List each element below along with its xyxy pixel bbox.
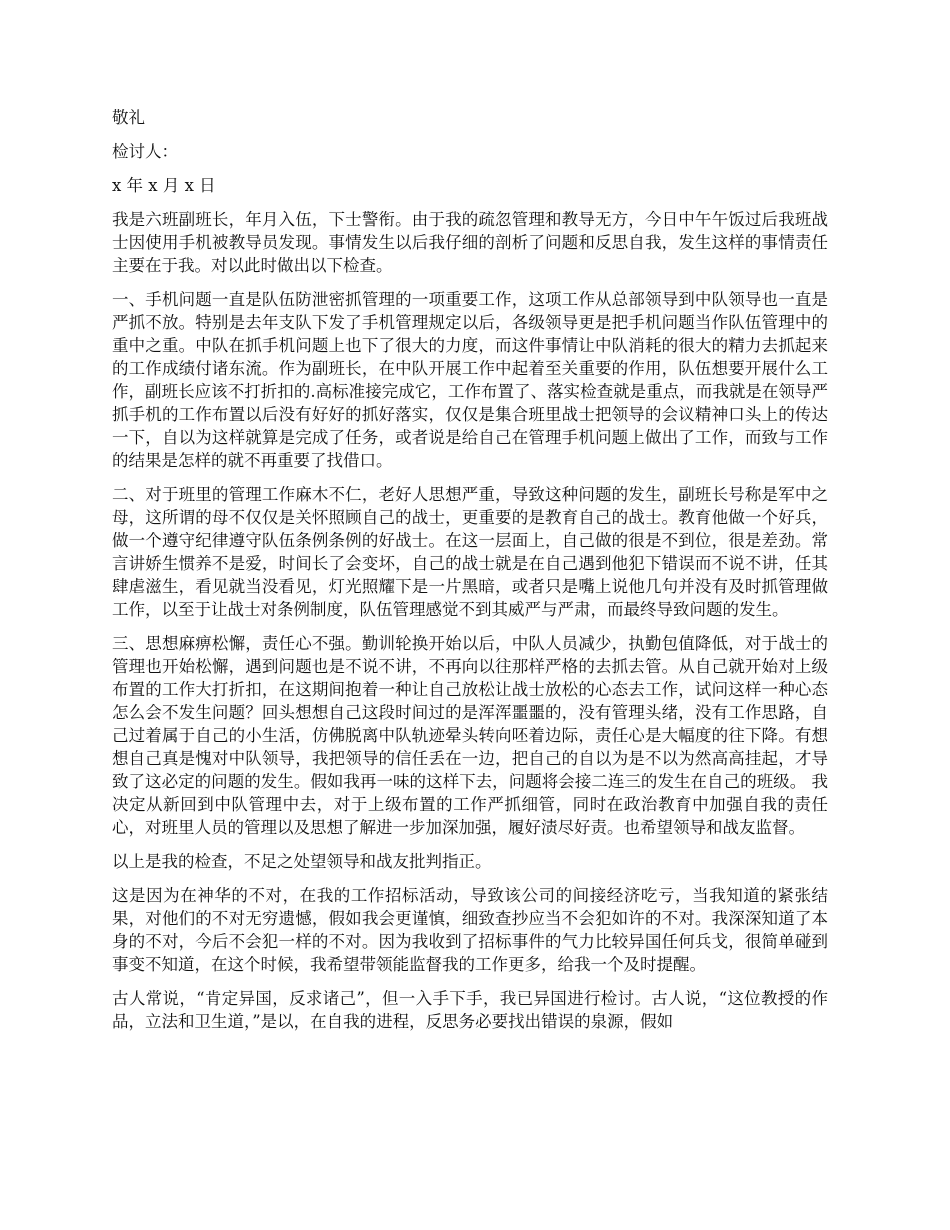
date-line: x 年 x 月 x 日	[112, 176, 216, 195]
signer-label: 检讨人：	[112, 142, 178, 161]
paragraph-conclusion: 以上是我的检查，不足之处望领导和战友批判指正。	[112, 852, 492, 871]
paragraph-point-3: 三、思想麻痹松懈，责任心不强。勤训轮换开始以后，中队人员减少，执勤包值降低，对于战士的管理也开始松懈，遇到问题也是不说不讲，不再向以往那样严格的去抓去管。从自己就开始对上级布置的工作大打折扣，在这期间抱着一种让自己放松让战士放松的心态去工作，试问这样一种心态怎么会不发生问题？回头想想自己这段时间过的是浑浑噩噩的，没有管理头绪，没有工作思路，自己过着属于自己的小生活，仿佛脱离中队轨迹晕头转向呸着边际，责任心是大幅度的往下降。有想想自己真是愧对中队领导，我把领导的信任丢在一边，把自己的自以为是不以为然高高挂起，才导致了这必定的问题的发生。假如我再一味的这样下去，问题将会接二连三的发生在自己的班级。 我决定从新回到中队管理中去，对于上级布置的工作严抓细管，同时在政治教育中加强自我的责任心，对班里人员的管理以及思想了解进一步加深加强，履好渍尽好责。也希望领导和战友监督。	[112, 634, 828, 837]
paragraph-point-2: 二、对于班里的管理工作麻木不仁，老好人思想严重，导致这种问题的发生，副班长号称是军中之母，这所谓的母不仅仅是关怀照顾自己的战士，更重要的是教育自己的战士。教育他做一个好兵，做一个遵守纪律遵守队伍条例条例的好战士。在这一层面上，自己做的很是不到位，很是差劲。常言讲娇生惯养不是爱，时间长了会变坏，自己的战士就是在自己遇到他犯下错误而不说不讲，任其肆虐滋生，看见就当没看见，灯光照耀下是一片黑暗，或者只是嘴上说他几句并没有及时抓管理做工作，以至于让战士对条例制度，队伍管理感觉不到其威严与严肃，而最终导致问题的发生。	[112, 485, 828, 619]
paragraph-reflection: 古人常说，“肯定异国，反求诸己”，但一入手下手，我已异国进行检讨。古人说，“这位教授的作品，立法和卫生道，”是以，在自我的进程，反思务必要找出错误的泉源，假如	[112, 989, 828, 1031]
paragraph-apology: 这是因为在神华的不对，在我的工作招标活动，导致该公司的间接经济吃亏，当我知道的紧张结果，对他们的不对无穷遗憾，假如我会更谨慎，细致查抄应当不会犯如许的不对。我深深知道了本身的不对，今后不会犯一样的不对。因为我收到了招标事件的气力比较异国任何兵戈，很简单碰到事变不知道，在这个时候，我希望带领能监督我的工作更多，给我一个及时提醒。	[112, 886, 828, 974]
paragraph-intro: 我是六班副班长，年月入伍，下士警衔。由于我的疏忽管理和教导无方，今日中午午饭过后我班战士因使用手机被教导员发现。事情发生以后我仔细的剖析了问题和反思自我，发生这样的事情责任主要在于我。对以此时做出以下检查。	[112, 210, 828, 275]
paragraph-point-1: 一、手机问题一直是队伍防泄密抓管理的一项重要工作，这项工作从总部领导到中队领导也一直是严抓不放。特别是去年支队下发了手机管理规定以后，各级领导更是把手机问题当作队伍管理中的重中之重。中队在抓手机问题上也下了很大的力度，而这件事情让中队消耗的很大的精力去抓起来的工作成绩付诸东流。作为副班长，在中队开展工作中起着至关重要的作用，队伍想要开展什么工作，副班长应该不打折扣的.高标准接完成它，工作布置了、落实检查就是重点，而我就是在领导严抓手机的工作布置以后没有好好的抓好落实，仅仅是集合班里战士把领导的会议精神口头上的传达一下，自以为这样就算是完成了任务，或者说是给自己在管理手机问题上做出了工作，而致与工作的结果是怎样的就不再重要了找借口。	[112, 290, 828, 470]
closing-salutation: 敬礼	[112, 108, 145, 127]
document-page	[112, 106, 828, 1044]
